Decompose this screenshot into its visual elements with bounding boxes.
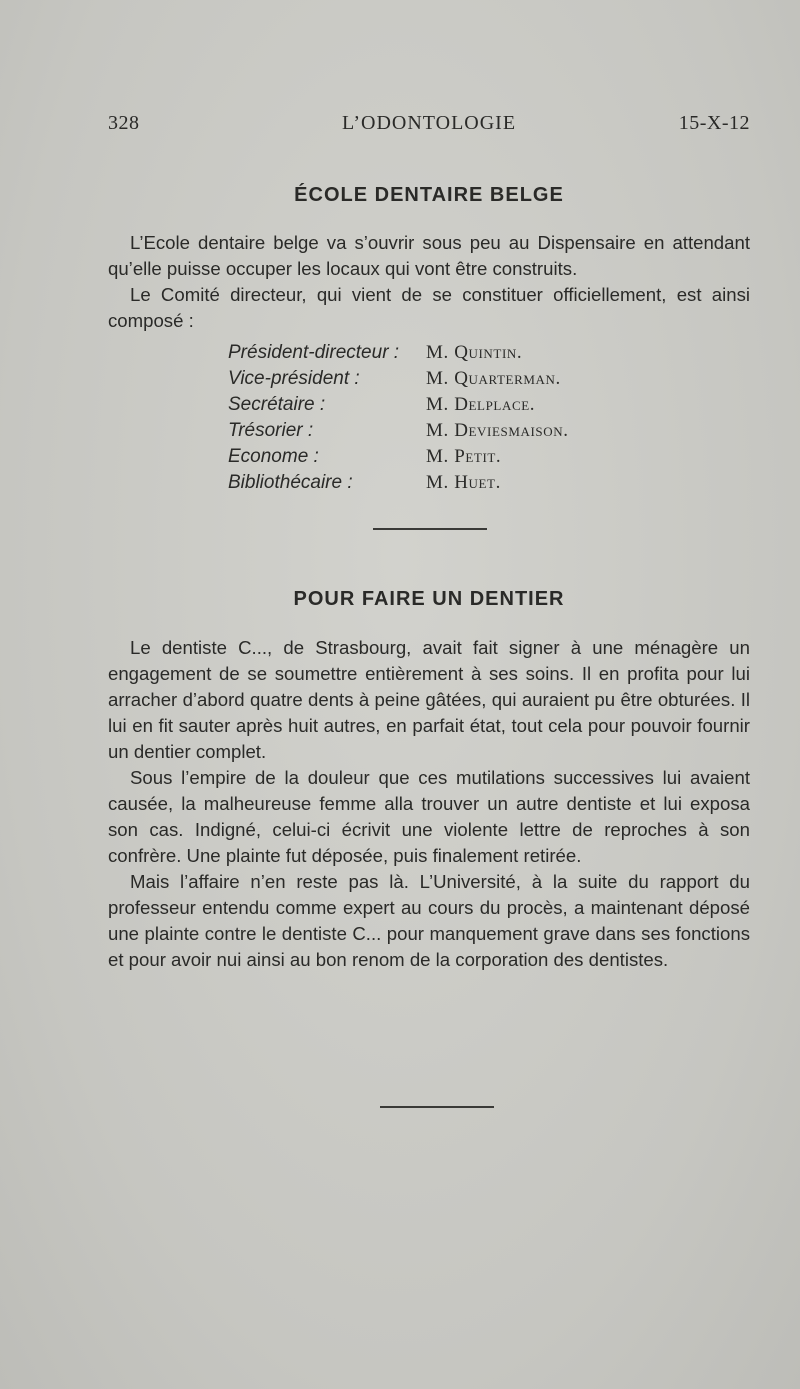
article-ecole-body: [108, 230, 750, 334]
committee-row: [228, 472, 648, 498]
committee-list: [228, 342, 648, 498]
committee-member: M. Quintin.: [426, 342, 523, 363]
paragraph: Le Comité directeur, qui vient de se constituer officiellement, est ainsi composé :: [108, 284, 750, 331]
committee-role: Vice-président :: [228, 368, 360, 389]
committee-row: [228, 368, 648, 394]
committee-row: [228, 446, 648, 472]
committee-role: Bibliothécaire :: [228, 472, 353, 493]
paragraph: Mais l’affaire n’en reste pas là. L’Université, à la suite du rapport du professeur entendu comme expert au cours du procès, a maintenant déposé une plainte contre le dentiste C... pour manquement grave dans ses fonctions et pour avoir nui ainsi au bon renom de la corporation des dentistes.: [108, 871, 750, 970]
article-dentier-body: [108, 635, 750, 973]
committee-row: [228, 394, 648, 420]
committee-role: Secrétaire :: [228, 394, 326, 415]
page-number: 328: [108, 112, 140, 134]
committee-role: Econome :: [228, 446, 319, 467]
committee-member: M. Delplace.: [426, 394, 536, 415]
committee-member: M. Huet.: [426, 472, 501, 493]
committee-member: M. Petit.: [426, 446, 502, 467]
issue-date: 15-X-12: [678, 112, 750, 134]
paragraph: L’Ecole dentaire belge va s’ouvrir sous peu au Dispensaire en attendant qu’elle puisse occuper les locaux qui vont être construits.: [108, 232, 750, 279]
committee-role: Président-directeur :: [228, 342, 400, 363]
committee-member: M. Quarterman.: [426, 368, 561, 389]
committee-role: Trésorier :: [228, 420, 314, 441]
section-divider: [380, 1106, 494, 1108]
running-head: [108, 112, 750, 138]
journal-title: L’ODONTOLOGIE: [341, 112, 517, 134]
committee-member: M. Deviesmaison.: [426, 420, 569, 441]
paragraph: Sous l’empire de la douleur que ces mutilations successives lui avaient causée, la malheureuse femme alla trouver un autre dentiste et lui exposa son cas. Indigné, celui-ci écrivit une violente lettre de reproches à son confrère. Une plainte fut déposée, puis finalement retirée.: [108, 767, 750, 866]
paragraph: Le dentiste C..., de Strasbourg, avait fait signer à une ménagère un engagement de se soumettre entièrement à ses soins. Il en profita pour lui arracher d’abord quatre dents à peine gâtées, qui auraient pu être obturées. Il lui en fit sauter après huit autres, en parfait état, tout cela pour pouvoir fournir un dentier complet.: [108, 637, 750, 762]
committee-row: [228, 342, 648, 368]
article-title-dentier: POUR FAIRE UN DENTIER: [293, 588, 565, 610]
article-title-ecole: ÉCOLE DENTAIRE BELGE: [294, 184, 564, 206]
section-divider: [373, 528, 487, 530]
committee-row: [228, 420, 648, 446]
